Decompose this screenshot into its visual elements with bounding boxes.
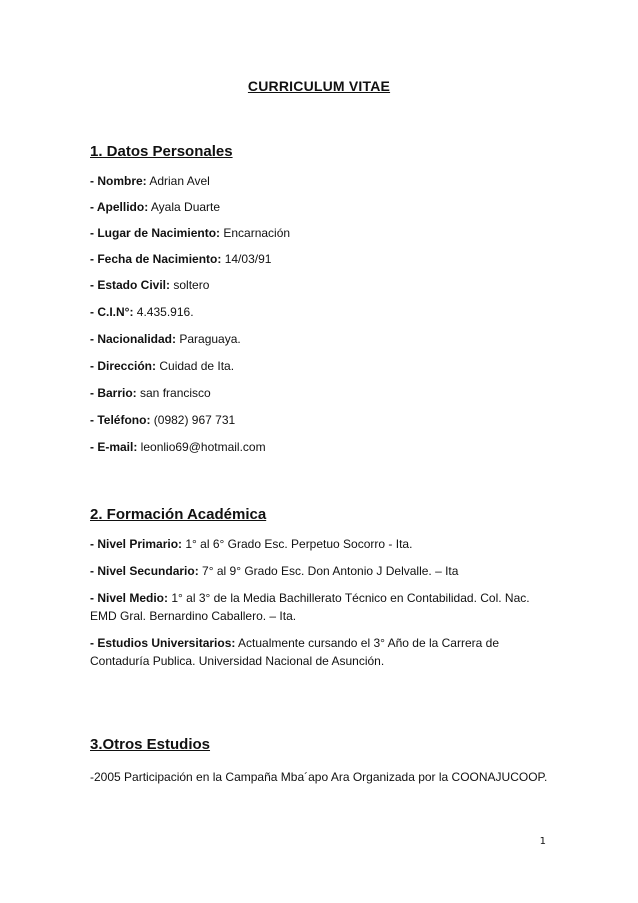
field-nacionalidad [90, 330, 550, 348]
field-label: - Nombre: [90, 174, 147, 188]
other-studies-text: -2005 Participación en la Campaña Mba´apo Ara Organizada por la COONAJUCOOP. [90, 770, 548, 784]
field-apellido [90, 198, 550, 216]
field-value: soltero [170, 278, 210, 292]
field-value: Ayala Duarte [148, 200, 221, 214]
field-value: leonlio69@hotmail.com [137, 440, 266, 454]
field-label: - Lugar de Nacimiento: [90, 226, 221, 240]
academic-item-universitarios [90, 634, 550, 670]
item-value: 1° al 6° Grado Esc. Perpetuo Socorro - Ita. [182, 537, 413, 551]
field-value: 4.435.916. [133, 305, 194, 319]
field-value: Encarnación [220, 226, 291, 240]
field-value: Cuidad de Ita. [156, 359, 235, 373]
page-number: 1 [539, 836, 546, 847]
field-nombre [90, 172, 550, 190]
item-value: Actualmente cursando el 3° Año de la Carrera de Contaduría Publica. Universidad Nacional de Asunción. [90, 636, 499, 668]
field-label: - Fecha de Nacimiento: [90, 252, 222, 266]
field-label: - Barrio: [90, 386, 137, 400]
item-label: - Estudios Universitarios: [90, 636, 236, 650]
section-heading-personal: 1. Datos Personales [90, 143, 233, 160]
field-label: - Dirección: [90, 359, 157, 373]
field-telefono [90, 411, 550, 429]
field-email [90, 438, 550, 456]
item-label: - Nivel Primario: [90, 537, 183, 551]
academic-item-primario [90, 535, 550, 553]
item-label: - Nivel Medio: [90, 591, 169, 605]
section-heading-academic: 2. Formación Académica [90, 506, 267, 523]
item-value: 7° al 9° Grado Esc. Don Antonio J Delvalle. – Ita [198, 564, 459, 578]
academic-item-secundario [90, 562, 550, 580]
field-cin [90, 303, 550, 321]
field-estado-civil [90, 276, 550, 294]
field-value: san francisco [136, 386, 211, 400]
section-heading-other: 3.Otros Estudios [90, 736, 211, 753]
field-label: - C.I.N°: [90, 305, 134, 319]
field-label: - Apellido: [90, 200, 149, 214]
field-value: Adrian Avel [146, 174, 210, 188]
document-title: CURRICULUM VITAE [247, 78, 391, 94]
field-label: - Teléfono: [90, 413, 151, 427]
field-lugar-nacimiento [90, 224, 550, 242]
field-fecha-nacimiento [90, 250, 550, 268]
field-label: - Nacionalidad: [90, 332, 177, 346]
field-value: Paraguaya. [176, 332, 241, 346]
field-label: - E-mail: [90, 440, 138, 454]
item-label: - Nivel Secundario: [90, 564, 199, 578]
field-label: - Estado Civil: [90, 278, 171, 292]
field-value: 14/03/91 [221, 252, 272, 266]
field-value: (0982) 967 731 [150, 413, 236, 427]
item-value: 1° al 3° de la Media Bachillerato Técnico en Contabilidad. Col. Nac. EMD Gral. Bernardino Caballero. – Ita. [90, 591, 530, 623]
field-barrio [90, 384, 550, 402]
field-direccion [90, 357, 550, 375]
academic-item-medio [90, 589, 550, 625]
